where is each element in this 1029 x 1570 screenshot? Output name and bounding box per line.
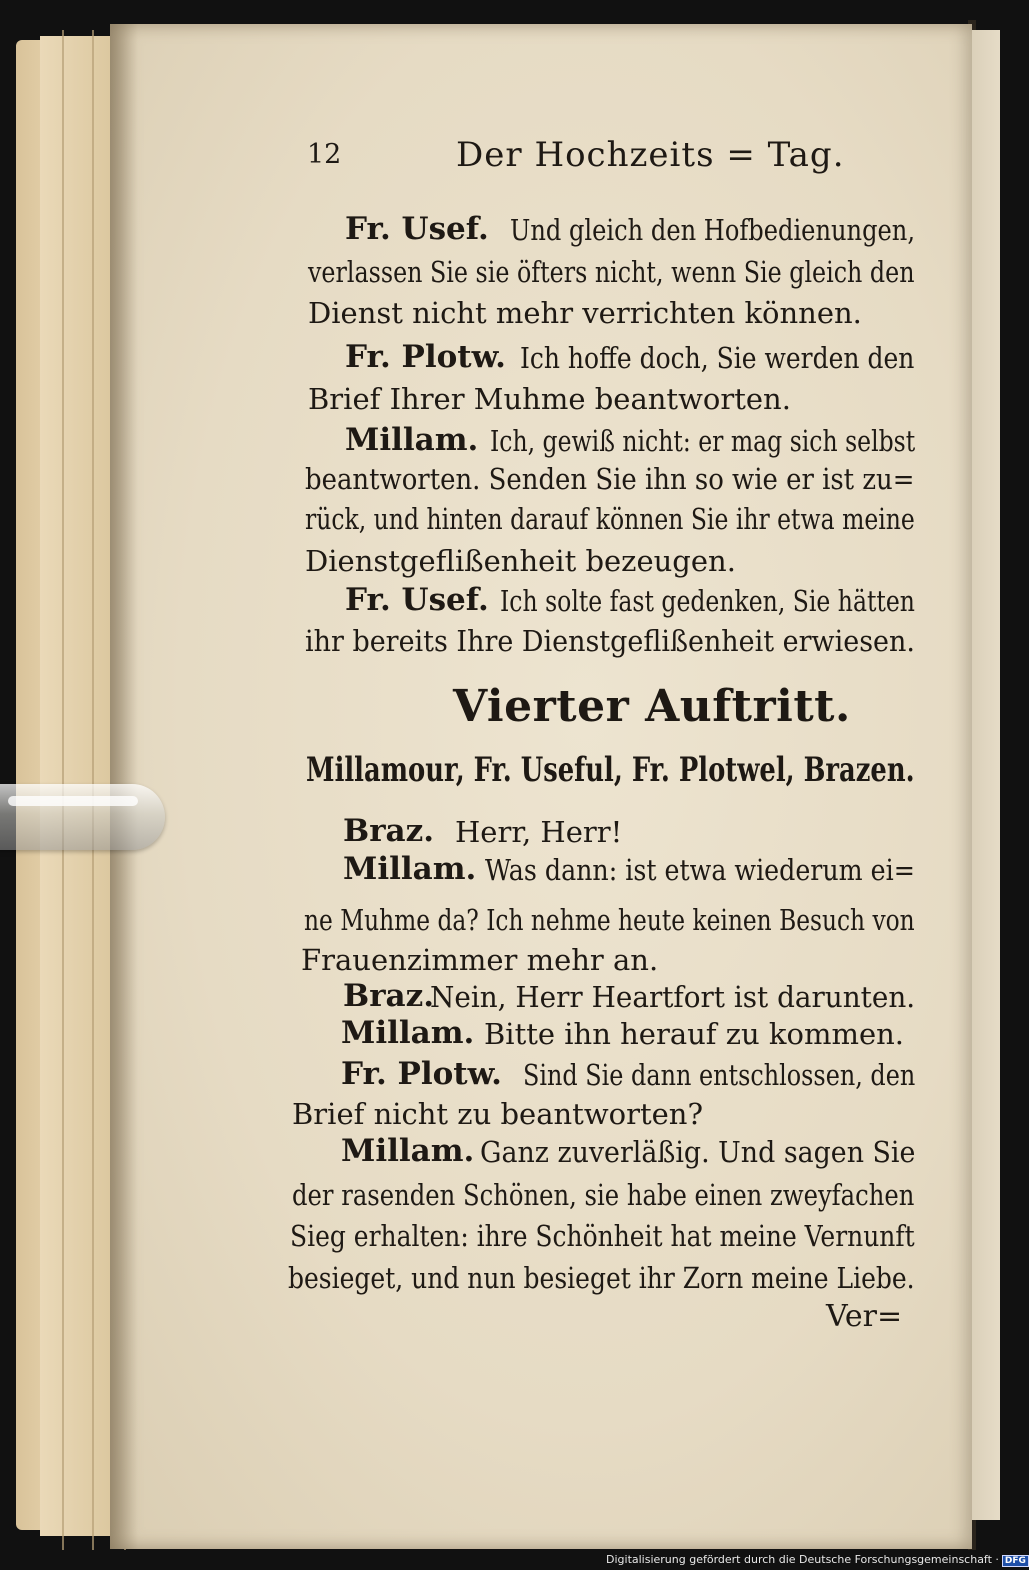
dialogue-line: Ich hoffe doch, Sie werden den bbox=[520, 341, 915, 375]
speaker-name: Millam. bbox=[343, 851, 477, 887]
dialogue-line: besieget, und nun besieget ihr Zorn meine Liebe. bbox=[288, 1261, 915, 1295]
page-number: 12 bbox=[307, 139, 342, 170]
dialogue-line: beantworten. Senden Sie ihn so wie er ist zu= bbox=[305, 462, 915, 496]
speaker-name: Fr. Plotw. bbox=[341, 1056, 502, 1092]
dfg-logo: DFG bbox=[1002, 1555, 1029, 1567]
dialogue-line: Herr, Herr! bbox=[455, 815, 623, 849]
catchword: Ver= bbox=[826, 1299, 903, 1334]
dialogue-line: Bitte ihn herauf zu kommen. bbox=[484, 1017, 905, 1051]
dialogue-line: Ich, gewiß nicht: er mag sich selbst bbox=[490, 424, 916, 458]
dialogue-line: verlassen Sie sie öfters nicht, wenn Sie gleich den bbox=[308, 255, 915, 289]
credit-text: Digitalisierung gefördert durch die Deutsche Forschungsgemeinschaft · bbox=[606, 1553, 999, 1566]
dialogue-line: Ich solte fast gedenken, Sie hätten bbox=[500, 584, 915, 618]
speaker-name: Braz. bbox=[343, 813, 435, 849]
speaker-name: Braz. bbox=[343, 978, 435, 1014]
cast-list: Millamour, Fr. Useful, Fr. Plotwel, Brazen. bbox=[306, 750, 915, 790]
dialogue-line: ne Muhme da? Ich nehme heute keinen Besuch von bbox=[304, 903, 915, 937]
dialogue-line: Brief Ihrer Muhme beantworten. bbox=[308, 382, 791, 416]
dialogue-line: rück, und hinten darauf können Sie ihr etwa meine bbox=[305, 502, 915, 536]
dialogue-line: ihr bereits Ihre Dienstgeflißenheit erwiesen. bbox=[305, 624, 915, 658]
digitization-credit bbox=[606, 1553, 1029, 1567]
glass-page-clip bbox=[0, 784, 165, 850]
speaker-name: Millam. bbox=[345, 422, 479, 458]
dialogue-line: Und gleich den Hofbedienungen, bbox=[510, 213, 916, 247]
dialogue-line: Sind Sie dann entschlossen, den bbox=[523, 1058, 916, 1092]
dialogue-line: Sieg erhalten: ihre Schönheit hat meine Vernunft bbox=[290, 1219, 915, 1253]
speaker-name: Millam. bbox=[341, 1133, 475, 1169]
speaker-name: Fr. Usef. bbox=[345, 582, 489, 618]
speaker-name: Fr. Plotw. bbox=[345, 339, 506, 375]
speaker-name: Millam. bbox=[341, 1015, 475, 1051]
dialogue-line: Was dann: ist etwa wiederum ei= bbox=[485, 853, 915, 887]
dialogue-line: Nein, Herr Heartfort ist darunten. bbox=[430, 980, 916, 1014]
dialogue-line: der rasenden Schönen, sie habe einen zweyfachen bbox=[292, 1178, 915, 1212]
scene-heading: Vierter Auftritt. bbox=[453, 681, 851, 732]
dialogue-line: Brief nicht zu beantworten? bbox=[292, 1097, 704, 1131]
running-title: Der Hochzeits = Tag. bbox=[456, 135, 845, 175]
dialogue-line: Dienstgeflißenheit bezeugen. bbox=[305, 544, 736, 578]
dialogue-line: Frauenzimmer mehr an. bbox=[301, 943, 659, 977]
dialogue-line: Ganz zuverläßig. Und sagen Sie bbox=[480, 1135, 916, 1169]
dialogue-line: Dienst nicht mehr verrichten können. bbox=[308, 296, 862, 330]
speaker-name: Fr. Usef. bbox=[345, 211, 489, 247]
